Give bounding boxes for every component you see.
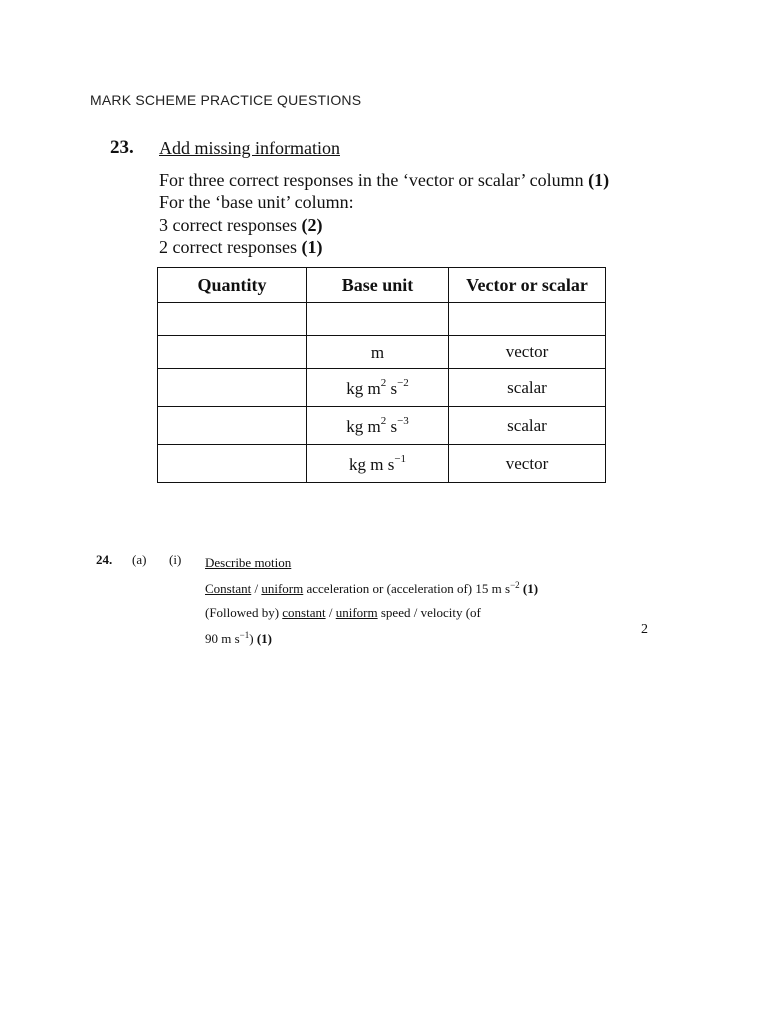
- table-row: [158, 445, 606, 483]
- cell-quantity: [158, 407, 307, 445]
- table-row: [158, 369, 606, 407]
- table-row: [158, 407, 606, 445]
- question-24-part: (a): [132, 552, 147, 567]
- q23-line-4: [159, 236, 609, 259]
- q23-line-1-mark: (1): [588, 169, 610, 190]
- cell-base-unit: kg $m^2$ $s^{-3}$: [307, 407, 449, 445]
- units-table-header-row: [158, 268, 606, 303]
- units-table: [157, 267, 606, 483]
- q23-line-3-text: 3 correct responses: [159, 214, 297, 235]
- cell-base-unit: m: [307, 336, 449, 369]
- header-quantity: Quantity: [158, 268, 307, 303]
- q23-line-3: [159, 214, 609, 237]
- question-23-title: Add missing information: [159, 138, 340, 158]
- cell-vector-or-scalar: vector: [449, 445, 606, 483]
- cell-quantity: [158, 369, 307, 407]
- table-row: [158, 336, 606, 369]
- q23-line-4-mark: (1): [301, 237, 323, 257]
- question-24-subpart: (i): [169, 552, 182, 567]
- cell-vector-or-scalar: [449, 303, 606, 336]
- cell-vector-or-scalar: scalar: [449, 407, 606, 445]
- cell-base-unit: [307, 303, 449, 336]
- question-24-body: [205, 552, 625, 650]
- q24-line-2: (Followed by) constant / uniform speed / velocity (of: [205, 605, 481, 620]
- q23-line-1-text: For three correct responses in the ‘vector or scalar’ column: [159, 169, 584, 190]
- cell-quantity: [158, 303, 307, 336]
- q23-line-2: For the ‘base unit’ column:: [159, 192, 354, 212]
- question-23-body: [159, 137, 609, 259]
- q23-line-4-text: 2 correct responses: [159, 237, 297, 257]
- q24-line-3: 90 m $s^{-1}$) (1): [205, 630, 273, 646]
- header-base-unit: Base unit: [307, 268, 449, 303]
- page-header: MARK SCHEME PRACTICE QUESTIONS: [90, 92, 362, 108]
- q24-line-1: Constant / uniform acceleration or (acceleration of) 15 m $s^{-2}$ (1): [205, 580, 539, 596]
- table-row: [158, 303, 606, 336]
- cell-base-unit: kg m $s^{-1}$: [307, 445, 449, 483]
- q23-line-1: [159, 169, 609, 192]
- question-23-number: 23.: [110, 137, 134, 158]
- question-24-title: Describe motion: [205, 555, 292, 570]
- question-24-number: 24.: [96, 552, 113, 567]
- cell-quantity: [158, 336, 307, 369]
- cell-vector-or-scalar: scalar: [449, 369, 606, 407]
- header-vector-or-scalar: Vector or scalar: [449, 268, 606, 303]
- q23-line-3-mark: (2): [301, 214, 323, 235]
- cell-vector-or-scalar: vector: [449, 336, 606, 369]
- cell-quantity: [158, 445, 307, 483]
- cell-base-unit: kg $m^2$ $s^{-2}$: [307, 369, 449, 407]
- marks-total: 2: [641, 622, 648, 637]
